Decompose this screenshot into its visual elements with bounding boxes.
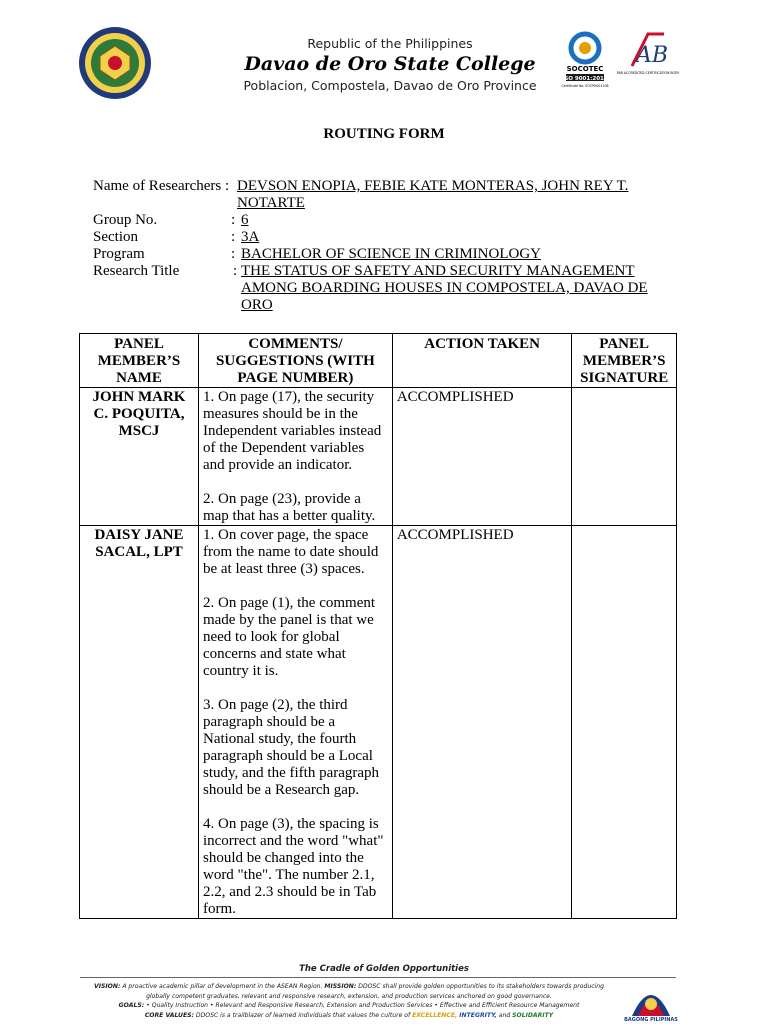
vision-label: VISION: (94, 983, 121, 990)
footer-statement (93, 982, 605, 1020)
value-excellence: EXCELLENCE, (412, 1011, 458, 1019)
comments-cell (198, 526, 392, 919)
section-label: Section (93, 229, 138, 245)
comment-item: 4. On page (3), the spacing is incorrect and the word "what" should be changed into the word "the". The number 2.1, 2.2, and 2.3 should be in Tab form. (202, 816, 384, 917)
mission-label: MISSION: (324, 983, 357, 990)
section-value: 3A (241, 229, 260, 245)
title-value: THE STATUS OF SAFETY AND SECURITY MANAGEMENT (241, 263, 635, 279)
value-and: and (498, 1011, 511, 1019)
comment-item: 2. On page (1), the comment made by the panel is that we need to look for global concerns and state what country it is. (202, 595, 376, 679)
core-values-label: CORE VALUES: (144, 1011, 194, 1019)
comment-item: 1. On page (17), the security measures should be in the Independent variables instead of the Dependent variables and provide an indicator. (202, 389, 382, 473)
action-taken: ACCOMPLISHED (392, 526, 572, 919)
section-colon: : (231, 229, 236, 245)
footer-divider (80, 977, 676, 978)
panel-member-name: DAISY JANE SACAL, LPT (80, 526, 199, 919)
header-comments: COMMENTS/ SUGGESTIONS (WITH PAGE NUMBER) (198, 334, 392, 388)
title-label: Research Title (93, 263, 180, 279)
college-address: Poblacion, Compostela, Davao de Oro Province (243, 78, 537, 93)
program-row (93, 246, 683, 263)
goals-label: GOALS: (118, 1002, 145, 1009)
goals-line (93, 1001, 605, 1011)
header-action: ACTION TAKEN (392, 334, 572, 388)
group-label: Group No. (93, 212, 158, 228)
bagong-pilipinas-text: BAGONG PILIPINAS (624, 1017, 678, 1023)
action-taken: ACCOMPLISHED (392, 388, 572, 526)
title-row-cont2 (93, 297, 683, 314)
routing-table (79, 333, 677, 919)
title-value-cont2: ORO (241, 297, 273, 313)
cert1-iso: ISO 9001:2015 (562, 76, 608, 82)
header-panel-name: PANEL MEMBER’S NAME (80, 334, 199, 388)
comment-item: 2. On page (23), provide a map that has a better quality. (202, 491, 376, 524)
form-title: ROUTING FORM (323, 126, 445, 142)
goals-text: • Quality Instruction • Relevant and Responsive Research, Extension and Production Services • Effective and Efficient Resource Management (146, 1002, 580, 1009)
program-label: Program (93, 246, 145, 262)
republic-line: Republic of the Philippines (307, 36, 473, 51)
cert1-number: Certificate No. SOCPH001106 (561, 84, 609, 88)
program-value: BACHELOR OF SCIENCE IN CRIMINOLOGY (241, 246, 542, 262)
table-row (80, 388, 677, 526)
college-seal-logo (78, 26, 152, 100)
researchers-row-cont (93, 195, 683, 212)
group-value: 6 (241, 212, 249, 228)
title-row-cont1 (93, 280, 683, 297)
cert2-sub: PAB ACCREDITED CERTIFICATION BODY (616, 71, 680, 75)
value-integrity: INTEGRITY, (459, 1011, 497, 1019)
group-colon: : (231, 212, 236, 228)
table-header-row (80, 334, 677, 388)
signature-cell (572, 526, 677, 919)
section-row (93, 229, 683, 246)
mission-text: DDOSC shall provide golden opportunities to its stakeholders towards producing globally competent graduates, relevant and responsive research, extension, and production services anchored on good governance. (146, 983, 604, 1000)
comment-item: 1. On cover page, the space from the name to date should be at least three (3) spaces. (202, 527, 379, 577)
cert2-name: AB (636, 43, 669, 68)
certification-logos (560, 26, 680, 90)
title-value-cont1: AMONG BOARDING HOUSES IN COMPOSTELA, DAVAO DE (241, 280, 648, 296)
header-signature: PANEL MEMBER’S SIGNATURE (572, 334, 677, 388)
researchers-row (93, 178, 683, 195)
researchers-value-cont: NOTARTE (237, 195, 305, 211)
vision-text: A proactive academic pillar of development in the ASEAN Region. (122, 983, 323, 990)
core-values-text: DDOSC is a trailblazer of learned individuals that values the culture of (195, 1011, 411, 1019)
comments-cell (198, 388, 392, 526)
researchers-label: Name of Researchers : (93, 178, 230, 194)
group-row (93, 212, 683, 229)
core-values-line (93, 1011, 605, 1021)
footer-tagline: The Cradle of Golden Opportunities (299, 964, 469, 974)
comment-item: 3. On page (2), the third paragraph should be a National study, the fourth paragraph should be a Local study, and the fifth paragraph should be a Research gap. (202, 697, 380, 798)
vision-mission-line (93, 982, 605, 1001)
research-info (93, 178, 683, 314)
researchers-value: DEVSON ENOPIA, FEBIE KATE MONTERAS, JOHN REY T. (237, 178, 629, 194)
college-name: Davao de Oro State College (244, 53, 536, 75)
title-colon: : (233, 263, 238, 279)
value-solidarity: SOLIDARITY (512, 1011, 554, 1019)
program-colon: : (231, 246, 236, 262)
letterhead (210, 36, 570, 93)
signature-cell (572, 388, 677, 526)
cert1-name: SOCOTEC (566, 65, 604, 73)
title-row (93, 263, 683, 280)
panel-member-name: JOHN MARK C. POQUITA, MSCJ (80, 388, 199, 526)
table-row (80, 526, 677, 919)
